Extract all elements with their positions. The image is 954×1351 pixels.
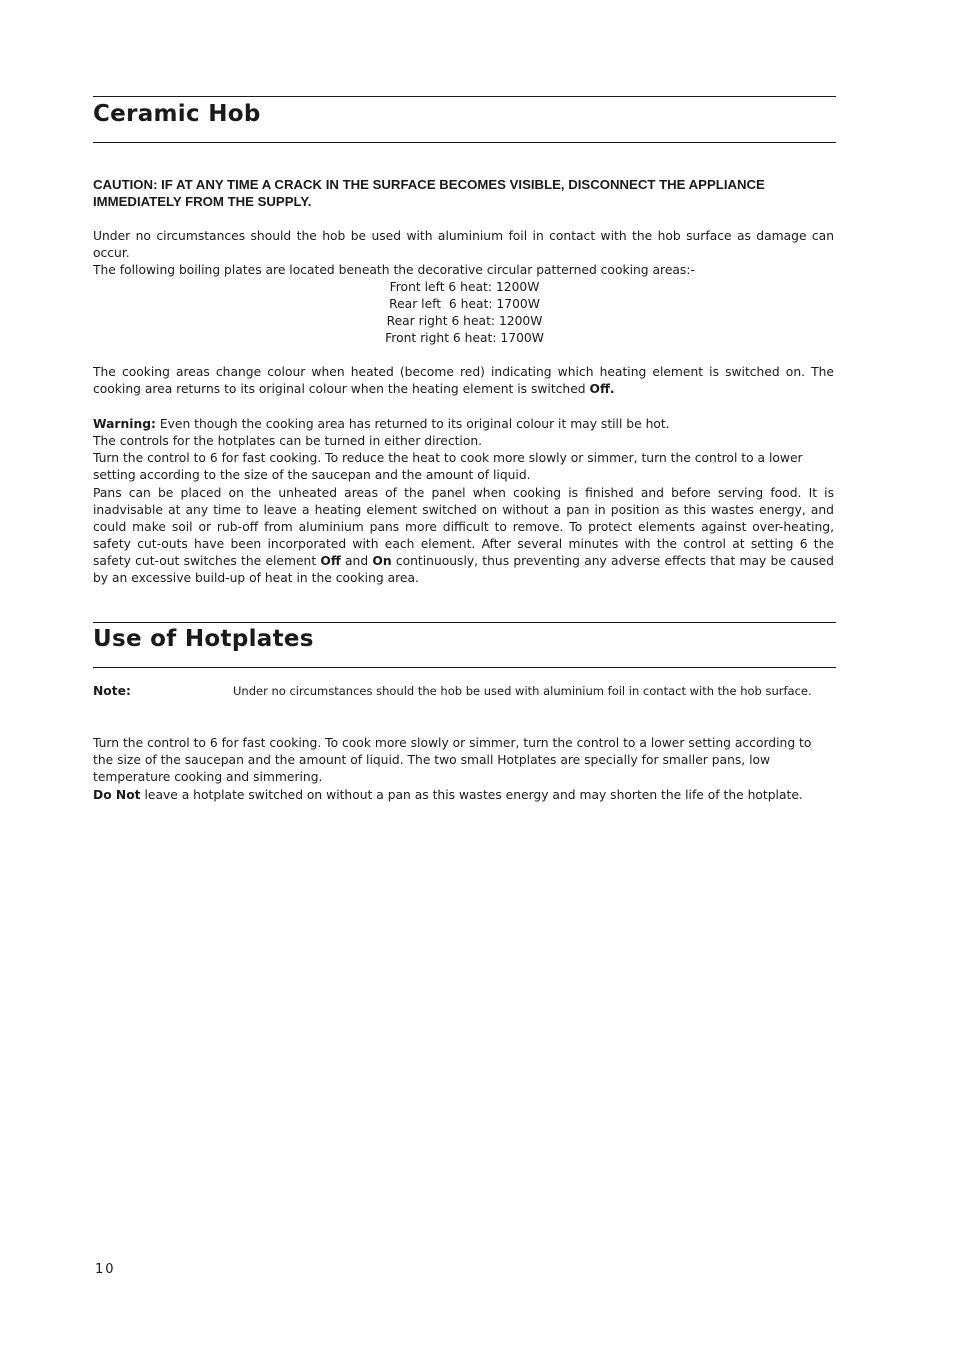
caution-text: CAUTION: IF AT ANY TIME A CRACK IN THE SURFACE BECOMES VISIBLE, DISCONNECT THE APPLIANCE IMMEDIATELY FROM THE SUPPLY. — [93, 177, 765, 209]
boiling-plates-list — [93, 279, 836, 347]
off-emphasis: Off. — [589, 382, 615, 396]
plate-item: Rear left 6 heat: 1700W — [389, 297, 540, 311]
controls-direction-line: The controls for the hotplates can be turned in either direction. — [93, 434, 483, 448]
plate-item: Rear right 6 heat: 1200W — [386, 314, 543, 328]
section-title-ceramic-hob: Ceramic Hob — [93, 101, 261, 127]
note-text: Under no circumstances should the hob be used with aluminium foil in contact with the hob surface. — [233, 684, 812, 698]
turn-control-paragraph: Turn the control to 6 for fast cooking. To reduce the heat to cook more slowly or simmer, turn the control to a lower setting according to the size of the saucepan and the amount of liquid. — [93, 451, 803, 482]
hotplate-usage-paragraph: Turn the control to 6 for fast cooking. To cook more slowly or simmer, turn the control to a lower setting according to the size of the saucepan and the amount of liquid. The two small Hotplates are specially for smaller pans, low temperature cooking and simmering. — [93, 736, 812, 784]
page-number: 10 — [95, 1262, 116, 1277]
title-underline — [93, 142, 836, 143]
section2-top-rule — [93, 622, 836, 623]
section-title-use-of-hotplates: Use of Hotplates — [93, 626, 314, 652]
on-emphasis: On — [372, 554, 392, 568]
note-label: Note: — [93, 684, 131, 698]
foil-warning-paragraph: Under no circumstances should the hob be used with aluminium foil in contact with the hob surface as damage can occur. — [93, 229, 834, 260]
colour-change-paragraph: The cooking areas change colour when heated (become red) indicating which heating element is switched on. The cooking area returns to its original colour when the heating element is switched Off. — [93, 365, 834, 396]
pans-paragraph: Pans can be placed on the unheated areas of the panel when cooking is finished and before serving food. It is inadvisable at any time to leave a heating element switched on without a pan in position as this wastes energy, and could make soil or rub-off from aluminium pans more difficult to remove. To protect elements against over-heating, safety cut-outs have been incorporated with each element. After several minutes with the control at setting 6 the safety cut-out switches the element Off and On continuously, thus preventing any adverse effects that may be caused by an excessive build-up of heat in the cooking area. — [93, 486, 834, 585]
warning-paragraph: Warning: Even though the cooking area has returned to its original colour it may still be hot. — [93, 417, 670, 431]
top-rule — [93, 96, 836, 97]
plate-item: Front left 6 heat: 1200W — [389, 280, 540, 294]
warning-label: Warning: — [93, 417, 156, 431]
off-emphasis: Off — [320, 554, 341, 568]
section2-title-underline — [93, 667, 836, 668]
boiling-plates-intro: The following boiling plates are located beneath the decorative circular patterned cooking areas:- — [93, 263, 695, 277]
do-not-paragraph: Do Not leave a hotplate switched on without a pan as this wastes energy and may shorten the life of the hotplate. — [93, 788, 803, 802]
do-not-label: Do Not — [93, 788, 141, 802]
plate-item: Front right 6 heat: 1700W — [385, 331, 544, 345]
